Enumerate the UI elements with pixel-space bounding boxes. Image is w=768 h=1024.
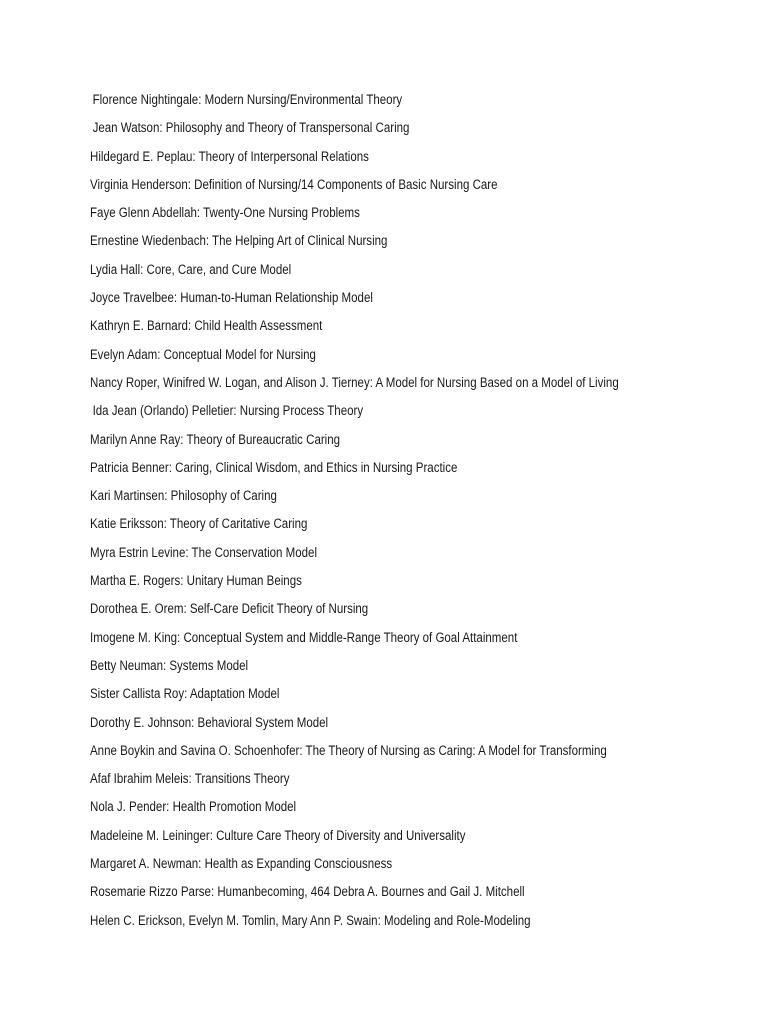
text-line: Ernestine Wiedenbach: The Helping Art of Clinical Nursing <box>90 233 388 249</box>
text-line: Marilyn Anne Ray: Theory of Bureaucratic Caring <box>90 431 341 447</box>
text-line: Margaret A. Newman: Health as Expanding Consciousness <box>90 856 393 872</box>
text-line: Martha E. Rogers: Unitary Human Beings <box>90 573 302 589</box>
text-line: Rosemarie Rizzo Parse: Humanbecoming, 464 Debra A. Bournes and Gail J. Mitchell <box>90 884 525 900</box>
text-line: Myra Estrin Levine: The Conservation Model <box>90 544 318 560</box>
text-line: Lydia Hall: Core, Care, and Cure Model <box>90 261 292 277</box>
text-line: Helen C. Erickson, Evelyn M. Tomlin, Mary Ann P. Swain: Modeling and Role-Modeling <box>90 912 531 928</box>
text-line: Hildegard E. Peplau: Theory of Interpersonal Relations <box>90 148 369 164</box>
text-line: Madeleine M. Leininger: Culture Care Theory of Diversity and Universality <box>90 827 466 843</box>
text-line: Evelyn Adam: Conceptual Model for Nursing <box>90 346 316 362</box>
text-line: Katie Eriksson: Theory of Caritative Caring <box>90 516 308 532</box>
text-line: Kari Martinsen: Philosophy of Caring <box>90 488 277 504</box>
text-line: Afaf Ibrahim Meleis: Transitions Theory <box>90 771 290 787</box>
text-line: Nancy Roper, Winifred W. Logan, and Alison J. Tierney: A Model for Nursing Based on a Model of Living <box>90 374 619 390</box>
text-line: Dorothy E. Johnson: Behavioral System Model <box>90 714 329 730</box>
text-line: Patricia Benner: Caring, Clinical Wisdom, and Ethics in Nursing Practice <box>90 459 458 475</box>
text-line: Imogene M. King: Conceptual System and Middle-Range Theory of Goal Attainment <box>90 629 518 645</box>
text-line: Joyce Travelbee: Human-to-Human Relationship Model <box>90 290 373 306</box>
text-line: Betty Neuman: Systems Model <box>90 657 249 673</box>
text-line: Ida Jean (Orlando) Pelletier: Nursing Process Theory <box>92 403 364 419</box>
theorist-list <box>90 90 705 939</box>
text-line: Florence Nightingale: Modern Nursing/Environmental Theory <box>92 92 403 107</box>
text-line: Jean Watson: Philosophy and Theory of Transpersonal Caring <box>92 120 410 136</box>
text-line: Sister Callista Roy: Adaptation Model <box>90 686 280 702</box>
text-line: Nola J. Pender: Health Promotion Model <box>90 799 297 815</box>
text-line: Faye Glenn Abdellah: Twenty-One Nursing Problems <box>90 205 360 221</box>
text-line: Anne Boykin and Savina O. Schoenhofer: The Theory of Nursing as Caring: A Model for Transforming <box>90 742 607 758</box>
text-line: Kathryn E. Barnard: Child Health Assessment <box>90 318 323 334</box>
text-line: Virginia Henderson: Definition of Nursing/14 Components of Basic Nursing Care <box>90 176 498 192</box>
text-line: Dorothea E. Orem: Self-Care Deficit Theory of Nursing <box>90 601 369 617</box>
